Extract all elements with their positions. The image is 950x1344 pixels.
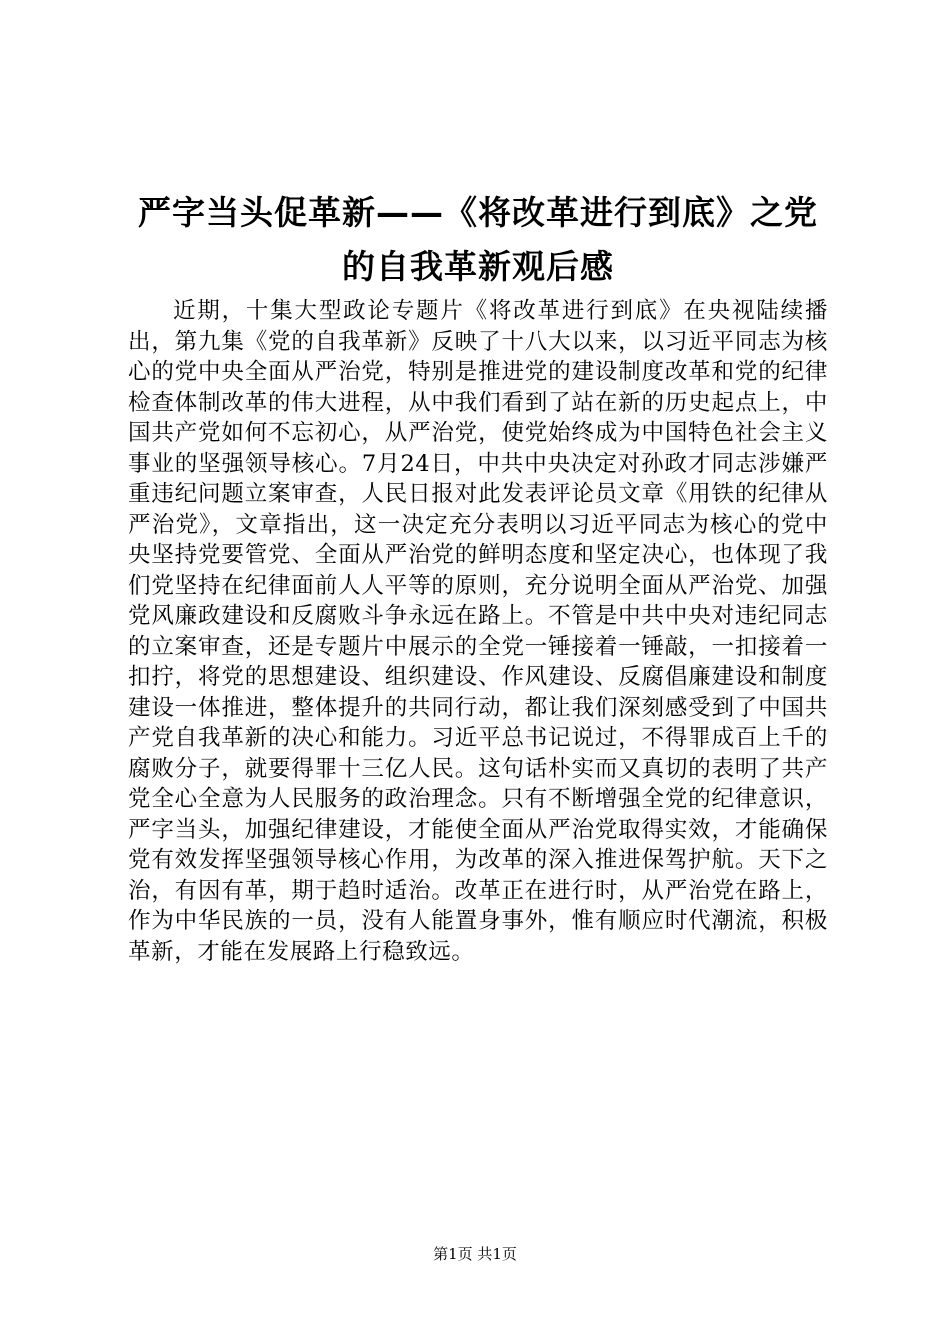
title-line-2: 的自我革新观后感 (342, 247, 614, 286)
page-footer: 第1页 共1页 (433, 1245, 517, 1263)
title-line-1: 严字当头促革新——《将改革进行到底》之党 (138, 193, 818, 232)
document-title (128, 186, 828, 294)
body-paragraph: 近期，十集大型政论专题片《将改革进行到底》在央视陆续播出，第九集《党的自我革新》反映了十八大以来，以习近平同志为核心的党中央全面从严治党，特别是推进党的建设制度改革和党的纪律检查体制改革的伟大进程，从中我们看到了站在新的历史起点上，中国共产党如何不忘初心，从严治党，使党始终成为中国特色社会主义事业的坚强领导核心。7月24日，中共中央决定对孙政才同志涉嫌严重违纪问题立案审查，人民日报对此发表评论员文章《用铁的纪律从严治党》，文章指出，这一决定充分表明以习近平同志为核心的党中央坚持党要管党、全面从严治党的鲜明态度和坚定决心，也体现了我们党坚持在纪律面前人人平等的原则，充分说明全面从严治党、加强党风廉政建设和反腐败斗争永远在路上。不管是中共中央对违纪同志的立案审查，还是专题片中展示的全党一锤接着一锤敲，一扣接着一扣拧，将党的思想建设、组织建设、作风建设、反腐倡廉建设和制度建设一体推进，整体提升的共同行动，都让我们深刻感受到了中国共产党自我革新的决心和能力。习近平总书记说过，不得罪成百上千的腐败分子，就要得罪十三亿人民。这句话朴实而又真切的表明了共产党全心全意为人民服务的政治理念。只有不断增强全党的纪律意识，严字当头，加强纪律建设，才能使全面从严治党取得实效，才能确保党有效发挥坚强领导核心作用，为改革的深入推进保驾护航。天下之治，有因有革，期于趋时适治。改革正在进行时，从严治党在路上，作为中华民族的一员，没有人能置身事外，惟有顺应时代潮流，积极革新，才能在发展路上行稳致远。 (128, 298, 828, 965)
body-text (128, 296, 828, 967)
